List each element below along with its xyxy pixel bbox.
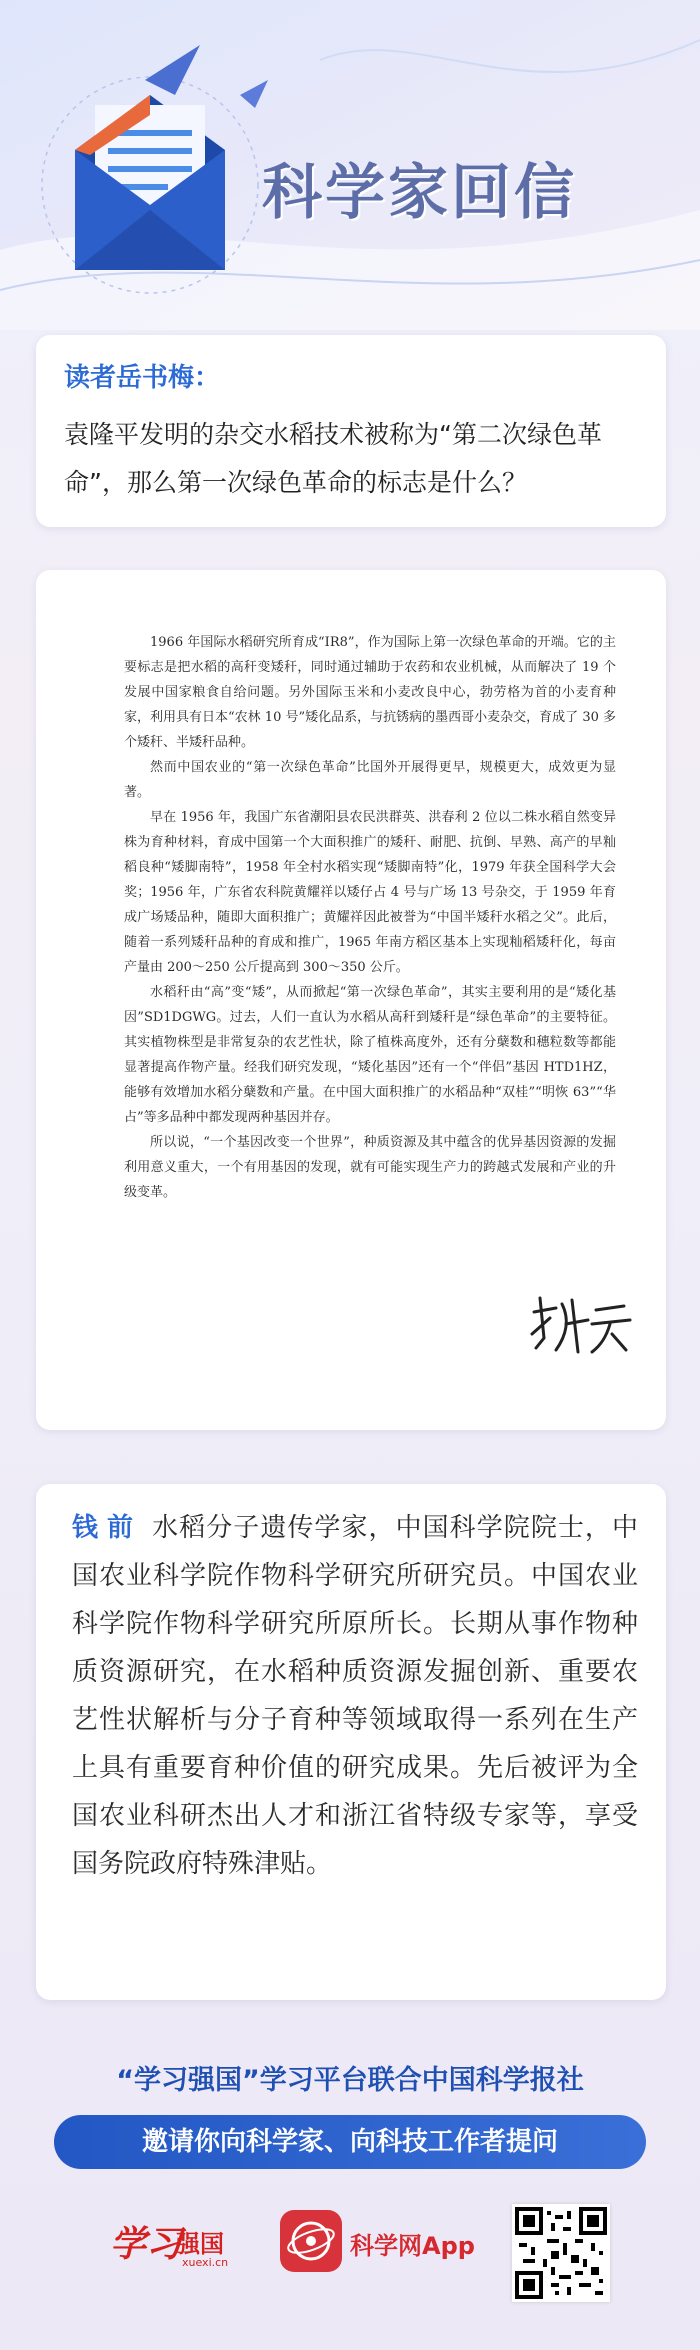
xuexi-url: xuexi.cn <box>182 2256 229 2269</box>
xuexi-name: 强国 <box>176 2230 224 2258</box>
reader-name: 读者岳书梅： <box>64 363 221 393</box>
bio-description: 水稻分子遗传学家，中国科学院院士，中国农业科学院作物科学研究所研究员。中国农业科学院作物科学研究所原所长。长期从事作物种质资源研究，在水稻种质资源发掘创新、重要农艺性状解析与分子育种等领域取得一系列在生产上具有重要育种价值的研究成果。先后被评为全国农业科研杰出人才和浙江省特级专家等，享受国务院政府特殊津贴。 <box>72 1513 638 1879</box>
letter-body <box>124 630 616 1205</box>
question-card <box>36 335 666 527</box>
promo-invite-banner: 邀请你向科学家、向科技工作者提问 <box>54 2115 646 2169</box>
bio-text <box>72 1504 638 1888</box>
xuexi-logo[interactable] <box>110 2216 250 2286</box>
question-text: 袁隆平发明的杂交水稻技术被称为“第二次绿色革命”，那么第一次绿色革命的标志是什么？ <box>64 420 602 497</box>
qr-code-pattern <box>515 2207 607 2299</box>
letter-paragraph: 早在 1956 年，我国广东省潮阳县农民洪群英、洪春利 2 位以二株水稻自然变异株为育种材料，育成中国第一个大面积推广的矮秆、耐肥、抗倒、早熟、高产的早籼稻良种“矮脚南特”，1958 年全村水稻实现“矮脚南特”化，1979 年获全国科学大会奖；1956 年，广东省农科院黄耀祥以矮仔占 4 号与广场 13 号杂交，于 1959 年育成广场矮品种，随即大面积推广；黄耀祥因此被誉为“中国半矮秆水稻之父”。此后，随着一系列矮秆品种的育成和推广，1965 年南方稻区基本上实现籼稻矮秆化，每亩产量由 200～250 公斤提高到 300～350 公斤。 <box>124 810 616 975</box>
sciencenet-emblem-icon <box>280 2210 342 2272</box>
xuexi-calligraphy: 学习 <box>110 2223 183 2265</box>
banner-title: 科学家回信 <box>262 158 577 228</box>
letter-paragraph: 水稻秆由“高”变“矮”，从而掀起“第一次绿色革命”，其实主要利用的是“矮化基因”SD1DGWG。过去，人们一直认为水稻从高秆到矮秆是“绿色革命”的主要特征。其实植物株型是非常复杂的农艺性状，除了植株高度外，还有分蘖数和穗粒数等都能显著提高作物产量。经我们研究发现，“矮化基因”还有一个“伴侣”基因 HTD1HZ，能够有效增加水稻分蘖数和产量。在中国大面积推广的水稻品种“双桂”“明恢 63”“华占”等多品种中都发现两种基因并存。 <box>124 985 616 1125</box>
scientist-name: 钱前 <box>72 1513 143 1543</box>
bio-card <box>36 1484 666 2000</box>
qr-code <box>512 2204 610 2302</box>
footer <box>0 2188 700 2328</box>
sciencenet-app-icon[interactable] <box>280 2210 342 2272</box>
handwritten-signature <box>526 1290 636 1360</box>
letter-card <box>36 570 666 1430</box>
sciencenet-app-name: 科学网App <box>350 2232 475 2260</box>
letter-paragraph: 所以说，“一个基因改变一个世界”，种质资源及其中蕴含的优异基因资源的发掘利用意义重大，一个有用基因的发现，就有可能实现生产力的跨越式发展和产业的升级变革。 <box>124 1135 616 1200</box>
letter-paragraph: 然而中国农业的“第一次绿色革命”比国外开展得更早，规模更大，成效更为显著。 <box>124 760 616 800</box>
header-banner <box>0 0 700 330</box>
letter-paragraph: 1966 年国际水稻研究所育成“IR8”，作为国际上第一次绿色革命的开端。它的主要标志是把水稻的高秆变矮秆，同时通过辅助于农药和农业机械，从而解决了 19 个发展中国家粮食自给问题。另外国际玉米和小麦改良中心，勃劳格为首的小麦育种家，利用具有日本“农林 10 号”矮化品系，与抗锈病的墨西哥小麦杂交，育成了 30 多个矮秆、半矮秆品种。 <box>124 635 616 750</box>
promo-headline: “学习强国”学习平台联合中国科学报社 <box>116 2065 584 2096</box>
